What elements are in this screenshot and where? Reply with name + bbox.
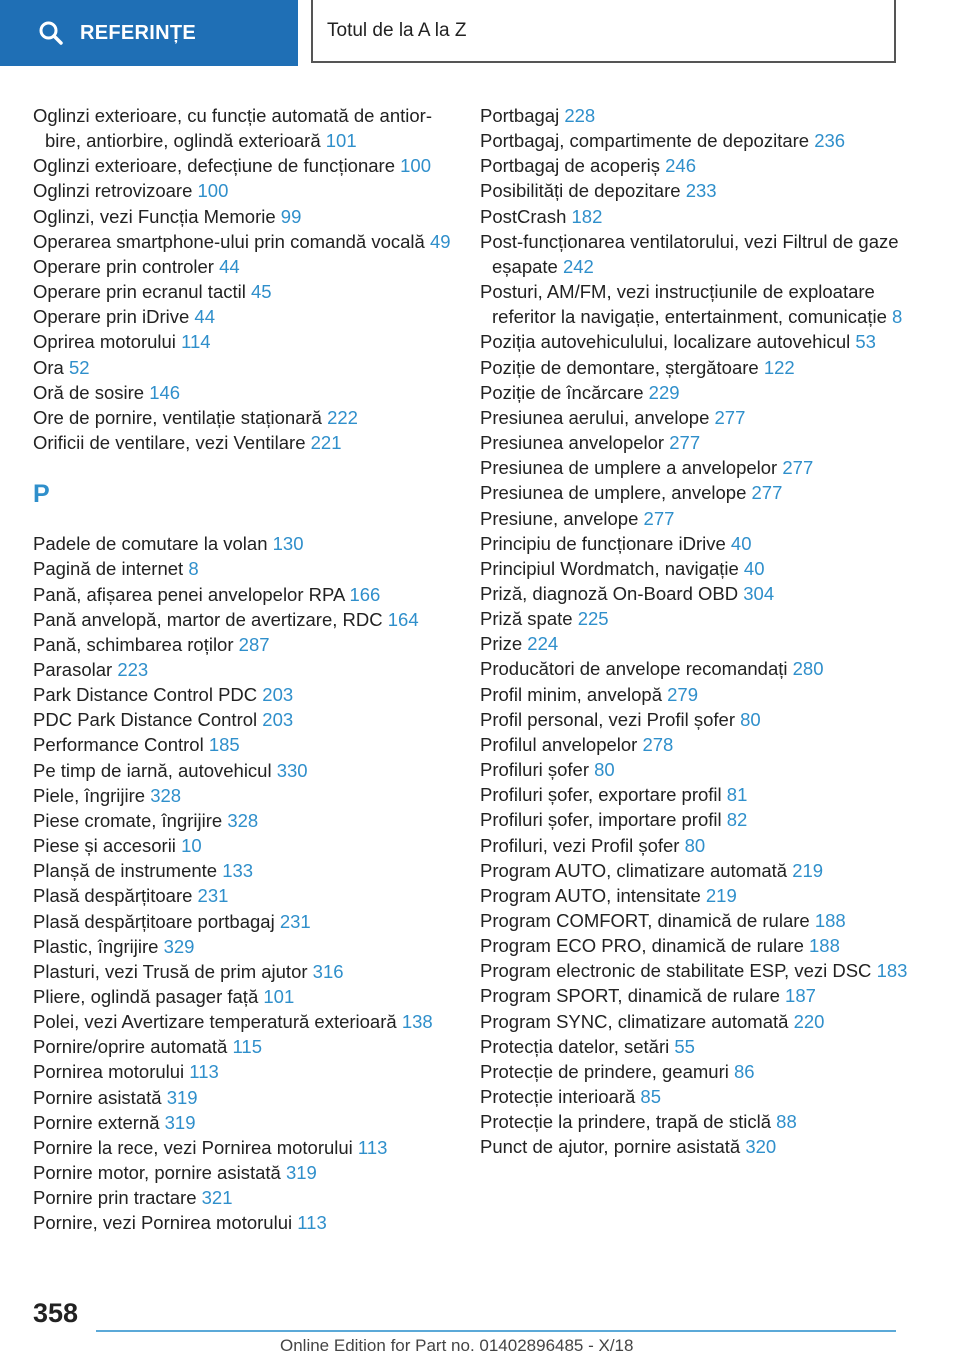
entry-text: Padele de comutare la volan	[33, 533, 268, 555]
entry-text: Plasă despărțitoare	[33, 885, 193, 907]
index-entry	[33, 984, 451, 1009]
index-entry	[33, 1059, 451, 1084]
entry-text: Portbagaj	[480, 105, 560, 126]
entry-text: Ore de pornire, ventilație staționară	[33, 406, 322, 428]
references-label: REFERINȚE	[80, 21, 197, 44]
index-entry	[33, 833, 451, 858]
index-entry	[33, 430, 451, 455]
entry-text: Pornire prin tractare	[33, 1187, 197, 1209]
page-link[interactable]: 45	[251, 281, 272, 303]
index-entry	[33, 329, 451, 354]
index-list-p	[33, 531, 451, 1235]
entry-text: Poziție de încărcare	[480, 381, 644, 403]
entry-text: Punct de ajutor, pornire asistată	[480, 1136, 741, 1158]
index-entry	[33, 254, 451, 279]
page-link[interactable]: 328	[150, 784, 182, 806]
page-link[interactable]: 320	[745, 1136, 777, 1158]
index-entry	[33, 682, 451, 707]
entry-text: Program AUTO, intensitate	[480, 884, 701, 906]
index-entry	[33, 858, 451, 883]
entry-text: Oglinzi, vezi Funcția Memorie	[33, 205, 276, 227]
page-link[interactable]: 113	[297, 1212, 327, 1234]
index-entry	[33, 229, 451, 254]
entry-text: Pornirea motorului	[33, 1061, 185, 1083]
page-link[interactable]: 8	[892, 306, 903, 328]
index-entry	[480, 1009, 910, 1034]
index-entry	[480, 883, 910, 908]
index-entry	[480, 153, 910, 178]
page-link[interactable]: 223	[117, 658, 149, 680]
index-entry	[33, 934, 451, 959]
page-link[interactable]: 203	[262, 709, 294, 731]
index-entry	[480, 682, 910, 707]
index-entry	[33, 304, 451, 329]
index-entry	[33, 1009, 451, 1034]
page-link[interactable]: 231	[197, 885, 229, 907]
page-link[interactable]: 229	[648, 381, 680, 403]
page-link[interactable]: 122	[763, 356, 795, 378]
index-entry	[480, 204, 910, 229]
page-link[interactable]: 185	[208, 734, 240, 756]
entry-text: Oră de sosire	[33, 381, 145, 403]
entry-text: PostCrash	[480, 205, 567, 227]
index-entry	[33, 959, 451, 984]
index-entry	[480, 380, 910, 405]
page-link[interactable]: 277	[669, 432, 701, 454]
index-entry	[480, 707, 910, 732]
index-entry	[480, 958, 910, 983]
index-entry	[480, 455, 910, 480]
index-entry	[480, 782, 910, 807]
index-entry	[480, 757, 910, 782]
index-entry	[480, 833, 910, 858]
index-entry	[33, 204, 451, 229]
page-link[interactable]: 138	[401, 1011, 433, 1033]
index-entry	[480, 933, 910, 958]
index-entry	[480, 1109, 910, 1134]
index-entry	[480, 178, 910, 203]
index-entry	[33, 1034, 451, 1059]
page-link[interactable]: 187	[785, 985, 816, 1007]
page-link[interactable]: 277	[714, 406, 746, 428]
entry-text: Program SPORT, dinamică de rulare	[480, 985, 780, 1007]
entry-text: Presiune, anvelope	[480, 507, 639, 529]
index-entry	[33, 1085, 451, 1110]
index-entry	[480, 732, 910, 757]
index-entry	[33, 808, 451, 833]
entry-text: Profiluri, vezi Profil șofer	[480, 834, 680, 856]
page-link[interactable]: 304	[743, 582, 775, 604]
entry-text: Program AUTO, climatizare automată	[480, 859, 788, 881]
index-entry	[33, 178, 451, 203]
index-title: Totul de la A la Z	[327, 19, 467, 41]
index-entry	[480, 531, 910, 556]
page-header	[0, 0, 960, 66]
entry-text: Ora	[33, 356, 64, 378]
entry-text: Protecție la prindere, trapă de sticlă	[480, 1111, 772, 1133]
search-icon	[38, 20, 64, 46]
index-entry	[33, 1135, 451, 1160]
index-entry	[480, 480, 910, 505]
entry-text: Planșă de instrumente	[33, 860, 218, 882]
page-link[interactable]: 225	[577, 608, 609, 630]
page-link[interactable]: 219	[705, 884, 737, 906]
page-link[interactable]: 236	[814, 130, 846, 152]
page-link[interactable]: 44	[194, 306, 215, 328]
index-entry	[480, 506, 910, 531]
entry-text: PDC Park Distance Control	[33, 709, 258, 731]
page-link[interactable]: 221	[310, 432, 342, 454]
entry-text: Polei, vezi Avertizare temperatură exterioară	[33, 1011, 397, 1033]
index-entry	[33, 1110, 451, 1135]
entry-text: Posturi, AM/FM, vezi instrucțiunile de exploatare referitor la navigație, entertainment, comunicație	[480, 281, 887, 328]
entry-text: Operarea smartphone-ului prin comandă vocală	[33, 230, 425, 252]
page-link[interactable]: 329	[163, 935, 195, 957]
index-entry	[480, 1034, 910, 1059]
entry-text: Pană anvelopă, martor de avertizare, RDC	[33, 608, 383, 630]
index-entry	[480, 430, 910, 455]
page-link[interactable]: 115	[232, 1036, 262, 1058]
page-link[interactable]: 10	[181, 835, 202, 857]
index-entry	[480, 858, 910, 883]
page-link[interactable]: 80	[594, 759, 615, 781]
index-list-o	[33, 103, 451, 455]
page-link[interactable]: 164	[387, 608, 419, 630]
page-link[interactable]: 319	[164, 1111, 196, 1133]
index-entry	[480, 656, 910, 681]
page-link[interactable]: 224	[527, 633, 559, 655]
references-button[interactable]	[0, 0, 298, 66]
entry-text: Pană, afișarea penei anvelopelor RPA	[33, 583, 345, 605]
entry-text: Performance Control	[33, 734, 204, 756]
index-entry	[33, 103, 451, 153]
index-entry	[480, 229, 910, 279]
page-link[interactable]: 82	[726, 809, 748, 831]
index-entry	[33, 380, 451, 405]
entry-text: Principiu de funcționare iDrive	[480, 532, 726, 554]
index-entry	[480, 556, 910, 581]
index-entry	[33, 657, 451, 682]
page-link[interactable]: 88	[776, 1111, 797, 1133]
index-entry	[33, 355, 451, 380]
index-entry	[33, 1185, 451, 1210]
entry-text: Plastic, îngrijire	[33, 935, 159, 957]
page-link[interactable]: 100	[400, 155, 432, 177]
page-link[interactable]: 183	[876, 960, 908, 982]
entry-text: Posibilități de depozitare	[480, 180, 681, 202]
index-entry	[480, 405, 910, 430]
page-link[interactable]: 188	[809, 935, 840, 957]
page-link[interactable]: 55	[674, 1035, 695, 1057]
entry-text: Parasolar	[33, 658, 113, 680]
index-entry	[33, 279, 451, 304]
index-entry	[480, 1134, 910, 1159]
page-link[interactable]: 133	[222, 860, 254, 882]
page-link[interactable]: 330	[276, 759, 308, 781]
page-link[interactable]: 86	[734, 1060, 755, 1082]
index-entry	[480, 329, 910, 354]
index-entry	[33, 405, 451, 430]
entry-text: Pornire asistată	[33, 1086, 162, 1108]
entry-text: Portbagaj, compartimente de depozitare	[480, 130, 810, 152]
page-link[interactable]: 80	[740, 708, 761, 730]
entry-text: Piele, îngrijire	[33, 784, 146, 806]
index-entry	[33, 153, 451, 178]
page-link[interactable]: 49	[429, 230, 451, 252]
entry-text: Portbagaj de acoperiș	[480, 155, 660, 177]
page-link[interactable]: 101	[263, 986, 295, 1007]
index-entry	[480, 581, 910, 606]
entry-text: Plasturi, vezi Trusă de prim ajutor	[33, 960, 308, 982]
entry-text: Profil personal, vezi Profil șofer	[480, 708, 735, 730]
entry-text: Presiunea anvelopelor	[480, 432, 665, 454]
index-entry	[33, 556, 451, 581]
entry-text: Protecție de prindere, geamuri	[480, 1060, 729, 1082]
page-number: 358	[33, 1298, 79, 1328]
index-list-p-continued	[480, 103, 910, 1160]
entry-text: Protecție interioară	[480, 1086, 636, 1108]
entry-text: Presiunea de umplere, anvelope	[480, 482, 747, 504]
entry-text: Oglinzi retrovizoare	[33, 180, 193, 202]
entry-text: Piese cromate, îngrijire	[33, 809, 223, 831]
index-entry	[33, 632, 451, 657]
index-entry	[480, 631, 910, 656]
page-link[interactable]: 146	[149, 381, 181, 403]
entry-text: Pană, schimbarea roților	[33, 633, 234, 655]
entry-text: Pagină de internet	[33, 558, 184, 580]
entry-text: Oprirea motorului	[33, 331, 176, 353]
entry-text: Plasă despărțitoare portbagaj	[33, 910, 275, 932]
page-link[interactable]: 242	[562, 255, 594, 277]
entry-text: Program ECO PRO, dinamică de rulare	[480, 935, 804, 957]
page-link[interactable]: 220	[793, 1010, 825, 1032]
index-entry	[33, 531, 451, 556]
entry-text: Pliere, oglindă pasager față	[33, 986, 259, 1007]
entry-text: Oglinzi exterioare, defecțiune de funcționare	[33, 155, 395, 177]
page-link[interactable]: 319	[285, 1162, 317, 1184]
entry-text: Protecția datelor, setări	[480, 1035, 670, 1057]
index-entry	[480, 908, 910, 933]
page-link[interactable]: 53	[855, 331, 876, 353]
index-entry	[33, 1160, 451, 1185]
entry-text: Presiunea de umplere a anvelopelor	[480, 457, 778, 479]
section-letter: P	[33, 480, 50, 509]
page-link[interactable]: 280	[792, 658, 824, 680]
entry-text: Orificii de ventilare, vezi Ventilare	[33, 432, 306, 454]
index-entry	[33, 783, 451, 808]
page-link[interactable]: 80	[684, 834, 706, 856]
entry-text: Pe timp de iarnă, autovehicul	[33, 759, 272, 781]
index-title-box[interactable]	[311, 0, 896, 63]
index-entry	[480, 983, 910, 1008]
entry-text: Pornire/oprire automată	[33, 1036, 228, 1058]
page-link[interactable]: 277	[751, 482, 783, 504]
index-entry	[480, 279, 910, 329]
entry-text: Profilul anvelopelor	[480, 733, 638, 755]
page-link[interactable]: 52	[68, 356, 90, 378]
entry-text: Program COMFORT, dinamică de rulare	[480, 910, 810, 931]
page-link[interactable]: 319	[166, 1086, 198, 1108]
entry-text: Program SYNC, climatizare automată	[480, 1010, 789, 1032]
page-link[interactable]: 246	[665, 155, 696, 177]
index-entry	[480, 1084, 910, 1109]
page-link[interactable]: 219	[792, 859, 824, 881]
entry-text: Pornire la rece, vezi Pornirea motorului	[33, 1136, 353, 1158]
page-link[interactable]: 278	[642, 733, 674, 755]
page-link[interactable]: 233	[685, 180, 717, 202]
index-entry	[480, 355, 910, 380]
index-entry	[480, 103, 910, 128]
entry-text: Piese și accesorii	[33, 835, 176, 857]
entry-text: Oglinzi exterioare, cu funcție automată de antiorbire, antiorbire, oglindă exterioară	[33, 105, 432, 152]
page-link[interactable]: 277	[643, 507, 675, 529]
entry-text: Operare prin controler	[33, 255, 214, 277]
entry-text: Priză spate	[480, 608, 573, 630]
page-link[interactable]: 277	[782, 457, 814, 479]
page-link[interactable]: 81	[726, 784, 748, 806]
index-column-right	[480, 103, 910, 1160]
page-link[interactable]: 101	[325, 130, 357, 152]
entry-text: Profiluri șofer, importare profil	[480, 809, 722, 831]
index-entry	[33, 909, 451, 934]
footer-divider	[96, 1330, 896, 1332]
page-link[interactable]: 222	[327, 406, 358, 428]
page-link[interactable]: 231	[279, 910, 311, 932]
page-link[interactable]: 316	[312, 960, 344, 982]
entry-text: Profil minim, anvelopă	[480, 683, 662, 705]
index-entry	[480, 128, 910, 153]
index-entry	[33, 1210, 451, 1235]
entry-text: Pornire motor, pornire asistată	[33, 1162, 281, 1184]
page-link[interactable]: 321	[201, 1187, 233, 1209]
page-link[interactable]: 228	[564, 105, 596, 126]
entry-text: Priză, diagnoză On-Board OBD	[480, 582, 739, 604]
entry-text: Operare prin ecranul tactil	[33, 281, 246, 303]
page-link[interactable]: 182	[571, 205, 603, 227]
entry-text: Poziție de demontare, ștergătoare	[480, 356, 759, 378]
index-entry	[33, 883, 451, 908]
page-link[interactable]: 130	[272, 533, 304, 555]
page-link[interactable]: 44	[219, 255, 240, 277]
index-entry	[33, 707, 451, 732]
edition-text: Online Edition for Part no. 01402896485 - X/18	[280, 1336, 634, 1355]
page-link[interactable]: 279	[667, 683, 699, 705]
entry-text: Profiluri șofer, exportare profil	[480, 784, 722, 806]
index-entry	[480, 1059, 910, 1084]
page-link[interactable]: 328	[227, 809, 259, 831]
page-link[interactable]: 40	[743, 557, 765, 579]
entry-text: Prize	[480, 633, 523, 655]
page-link[interactable]: 100	[197, 180, 229, 202]
page-link[interactable]: 40	[730, 532, 752, 554]
page-link[interactable]: 287	[238, 633, 270, 655]
page-link[interactable]: 99	[280, 205, 302, 227]
page-link[interactable]: 113	[357, 1136, 388, 1158]
entry-text: Presiunea aerului, anvelope	[480, 406, 710, 428]
entry-text: Profiluri șofer	[480, 759, 589, 781]
entry-text: Poziția autovehiculului, localizare autovehicul	[480, 331, 851, 353]
index-entry	[33, 607, 451, 632]
index-entry	[480, 606, 910, 631]
entry-text: Operare prin iDrive	[33, 306, 190, 328]
page-link[interactable]: 203	[262, 684, 294, 706]
entry-text: Post-funcționarea ventilatorului, vezi Filtrul de gaze eșapate	[480, 230, 899, 277]
page-link[interactable]: 113	[189, 1061, 219, 1083]
entry-text: Park Distance Control PDC	[33, 684, 258, 706]
index-entry	[480, 807, 910, 832]
entry-text: Principiul Wordmatch, navigație	[480, 557, 739, 579]
page-link[interactable]: 8	[188, 558, 199, 580]
page-link[interactable]: 166	[349, 583, 381, 605]
entry-text: Producători de anvelope recomandați	[480, 658, 788, 680]
index-entry	[33, 758, 451, 783]
index-entry	[33, 732, 451, 757]
page-link[interactable]: 188	[814, 910, 846, 931]
entry-text: Pornire, vezi Pornirea motorului	[33, 1212, 293, 1234]
page-link[interactable]: 114	[181, 331, 211, 353]
index-column-left	[33, 103, 451, 1236]
index-entry	[33, 582, 451, 607]
page-link[interactable]: 85	[640, 1086, 661, 1108]
entry-text: Pornire externă	[33, 1111, 160, 1133]
entry-text: Program electronic de stabilitate ESP, vezi DSC	[480, 960, 872, 982]
